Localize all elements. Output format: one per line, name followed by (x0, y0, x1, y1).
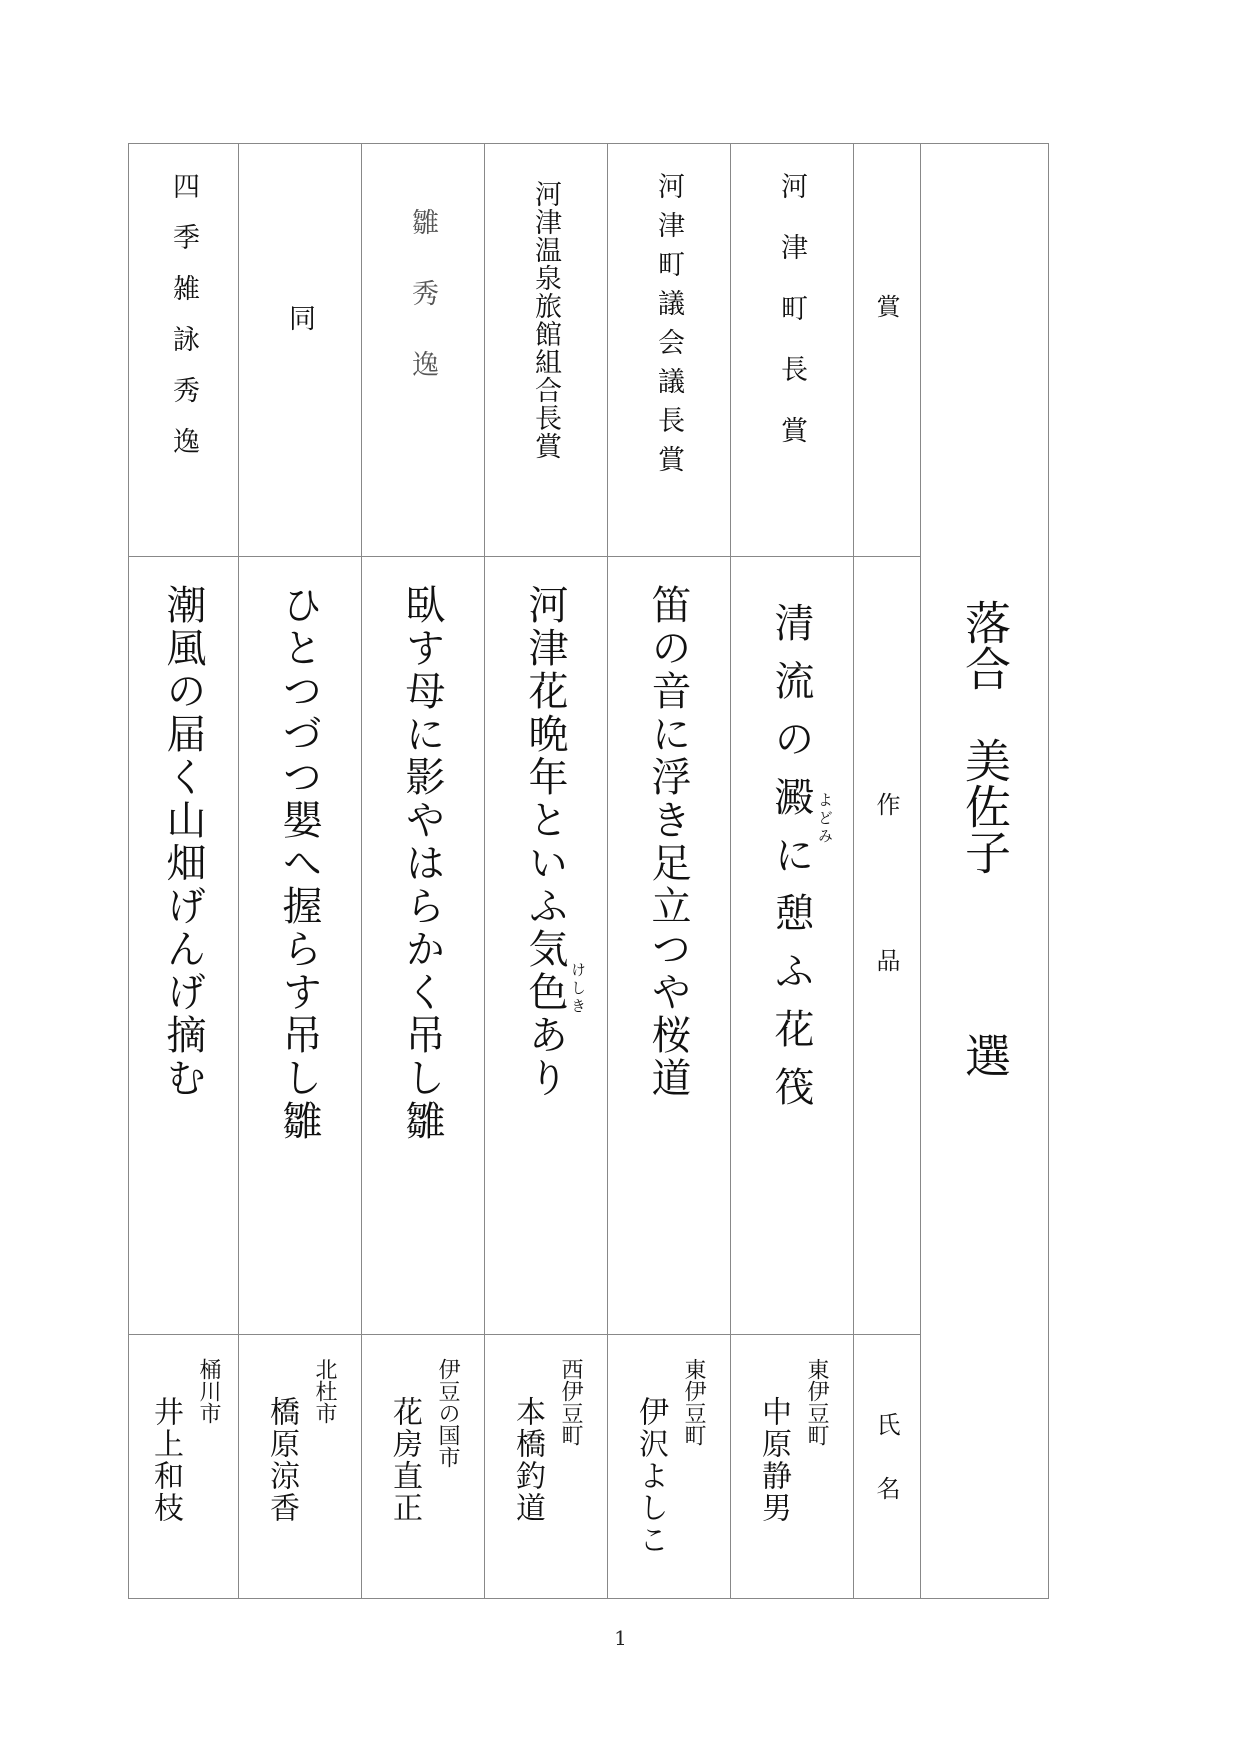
author-place: 伊豆の国市 (435, 1358, 460, 1468)
ruby-word: 気色 (522, 928, 568, 1014)
author-name: 中原静男 (756, 1396, 791, 1524)
page-number: 1 (614, 1626, 627, 1650)
author-name: 橋原涼香 (264, 1396, 299, 1524)
author-name: 井上和枝 (148, 1396, 183, 1524)
header-work: 作 品 (872, 792, 900, 1026)
author-cell (607, 1334, 730, 1600)
ruby-word: 澱 (768, 776, 814, 834)
selector-label: 選 (958, 1032, 1012, 1078)
author-place: 東伊豆町 (804, 1358, 829, 1446)
award-cell: 四季雑詠秀逸 (168, 172, 199, 478)
author-place: 北杜市 (312, 1358, 337, 1424)
poem-cell: 潮風の届く山畑げんげ摘む (160, 584, 206, 1100)
header-award: 賞 (872, 294, 900, 318)
award-cell: 河津温泉旅館組合長賞 (530, 180, 561, 460)
award-cell: 河津町長賞 (776, 172, 807, 477)
author-cell (129, 1334, 238, 1600)
ruby-annotation: よどみ (816, 792, 834, 846)
selector-column (920, 144, 1050, 1600)
ruby-annotation: けしき (569, 962, 587, 1016)
poem-cell: 河津花晩年といふ気色あり けしき (522, 584, 587, 1100)
header-name: 氏 名 (872, 1412, 900, 1508)
poem-cell: ひとつづつ嬰へ握らす吊し雛 (276, 584, 322, 1143)
author-name: 本橋釣道 (510, 1396, 545, 1524)
poem-cell: 臥す母に影やはらかく吊し雛 (399, 584, 445, 1143)
author-name: 花房直正 (387, 1396, 422, 1524)
author-place: 東伊豆町 (681, 1358, 706, 1446)
poem-cell: 清流の澱に憩ふ花筏 よどみ (768, 602, 834, 1124)
haiku-award-table (128, 143, 1049, 1599)
author-cell (361, 1334, 484, 1600)
author-cell (238, 1334, 361, 1600)
award-cell: 雛秀逸 (407, 208, 438, 421)
author-place: 桶川市 (196, 1358, 221, 1424)
award-cell: 河津町議会議長賞 (653, 172, 684, 484)
poem-cell: 笛の音に浮き足立つや桜道 (645, 584, 691, 1100)
selector-name: 落合 美佐子 (958, 599, 1012, 875)
award-cell: 同 (284, 304, 315, 331)
author-place: 西伊豆町 (558, 1358, 583, 1446)
author-cell (484, 1334, 607, 1600)
author-name: 伊沢よしこ (633, 1396, 668, 1556)
author-cell (730, 1334, 853, 1600)
